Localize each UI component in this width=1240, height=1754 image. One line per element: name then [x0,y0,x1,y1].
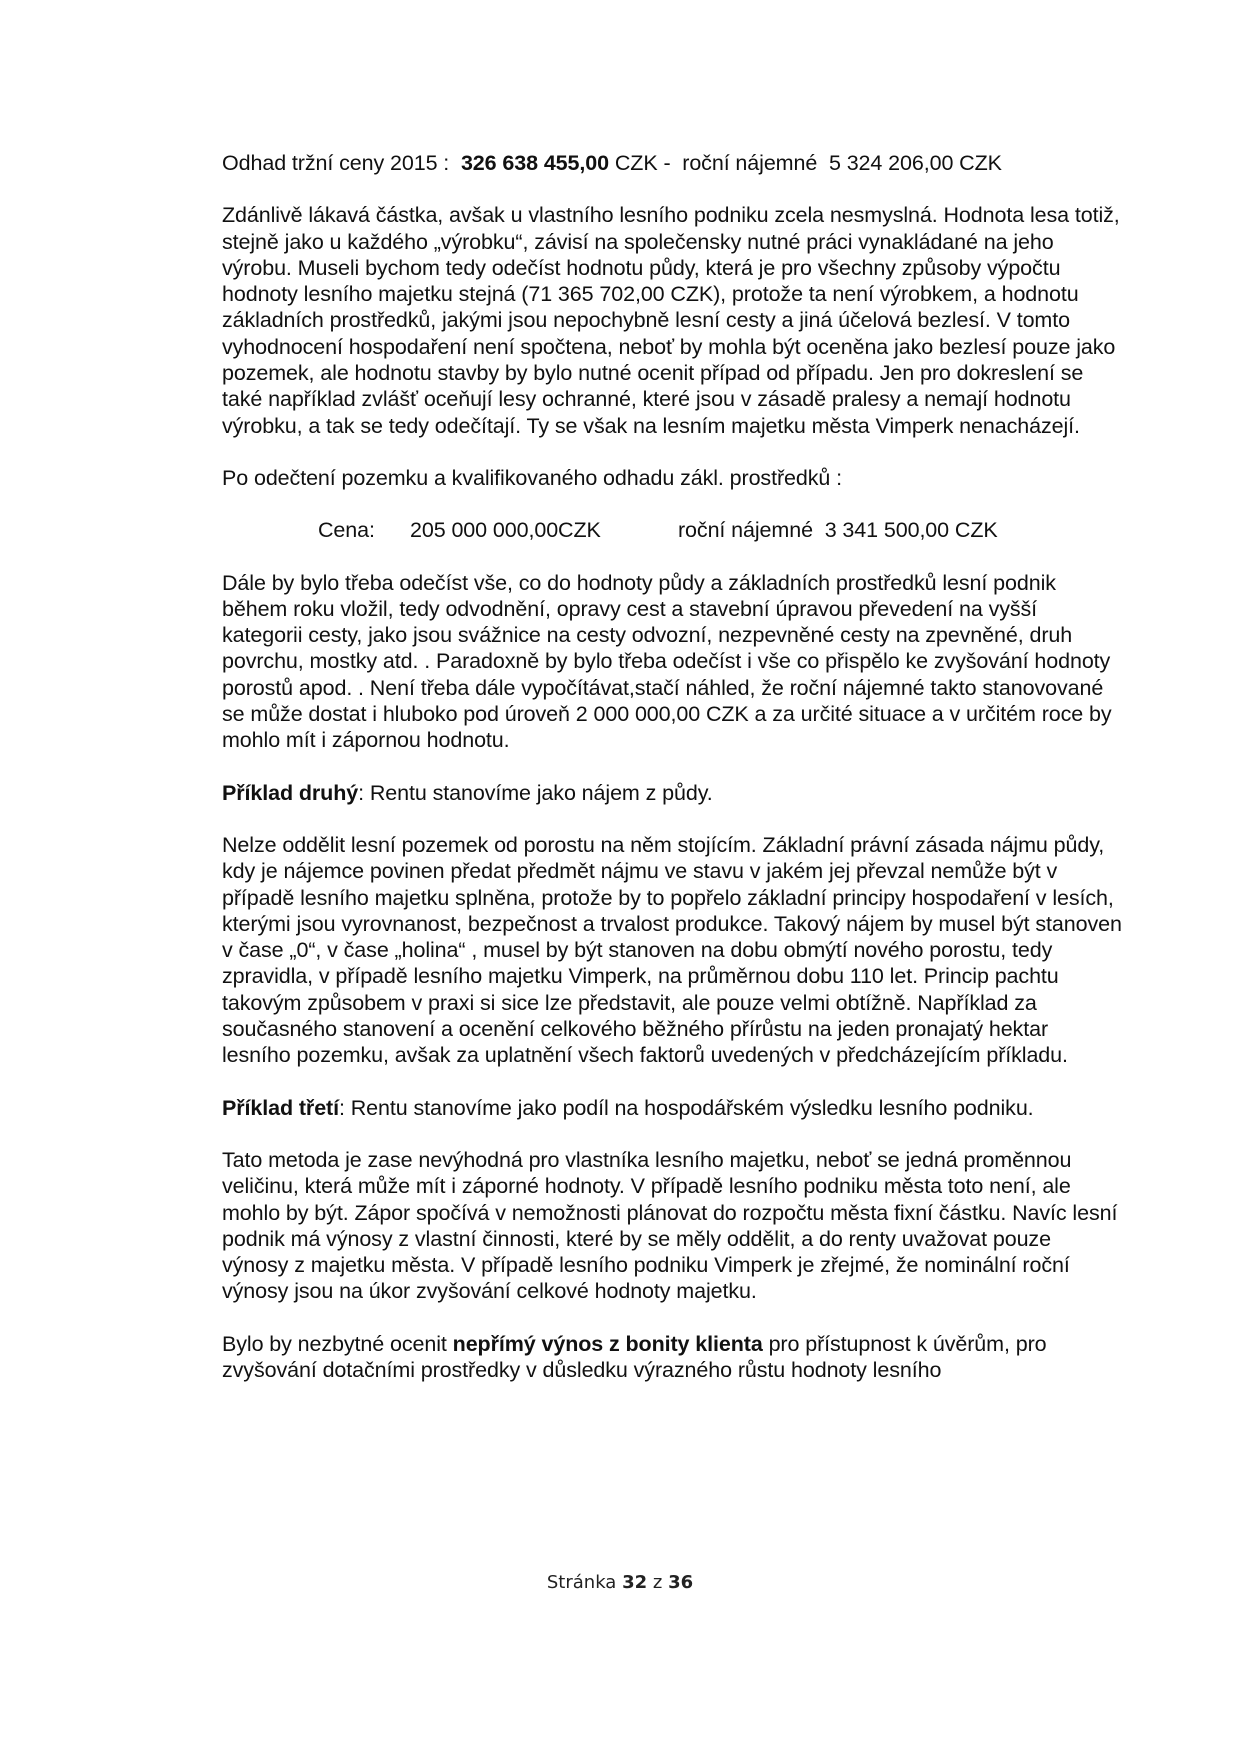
price-value: 205 000 000,00CZK [410,518,601,543]
price-label: Cena: [318,518,375,543]
estimate-rent-value: 5 324 206,00 CZK [828,151,1002,175]
example-3 [222,1095,1122,1121]
paragraph-6-after: pro přístupnost k úvěrům, pro zvyšování dotačními prostředky v důsledku výrazného růstu hodnoty lesního [222,1331,1047,1382]
estimate-value: 326 638 455,00 [460,151,609,175]
paragraph-6 [222,1331,1122,1384]
paragraph-2: Po odečtení pozemku a kvalifikovaného odhadu zákl. prostředků : [222,465,842,490]
paragraph-1: Zdánlivě lákavá částka, avšak u vlastního lesního podniku zcela nesmyslná. Hodnota lesa totiž, stejně jako u každého „výrobku“, závisí na společensky nutné práci vynakládané na jeho výrobu. Museli bychom tedy odečíst hodnotu půdy, která je pro všechny způsoby výpočtu hodnoty lesního majetku stejná (71 365 702,00 CZK), protože ta není výrobkem, a hodnotu základních prostředků, jakými jsou nepochybně lesní cesty a jiná účelová bezlesí. V tomto vyhodnocení hospodaření není spočtena, neboť by mohla být oceněna jako bezlesí pouze jako pozemek, ale hodnotu stavby by bylo nutné ocenit případ od případu. Jen pro dokreslení se také například zvlášť oceňují lesy ochranné, které jsou v zásadě pralesy a nemají hodnotu výrobku, a tak se tedy odečítají. Ty se však na lesním majetku města Vimperk nenacházejí. [222,203,1120,438]
paragraph-3: Dále by bylo třeba odečíst vše, co do hodnoty půdy a základních prostředků lesní podnik během roku vložil, tedy odvodnění, opravy cest a stavební úpravou převedení na vyšší kategorii cesty, jako jsou svážnice na cesty odvozní, nezpevněné cesty na zpevněné, druh povrchu, mostky atd. . Paradoxně by bylo třeba odečíst i vše co přispělo ke zvyšování hodnoty porostů apod. . Není třeba dále vypočítávat,stačí náhled, že roční nájemné takto stanovované se může dostat i hluboko pod úroveň 2 000 000,00 CZK a za určité situace a v určitém roce by mohlo mít i zápornou hodnotu. [222,570,1112,753]
footer-label: Stránka [546,1572,617,1593]
footer-total-pages: 36 [668,1572,694,1593]
example-2-heading: Příklad druhý [222,780,359,805]
footer-of: z [652,1572,663,1593]
estimate-label: Odhad tržní ceny 2015 : [222,151,450,175]
estimate-line [222,150,1122,176]
paragraph-4: Nelze oddělit lesní pozemek od porostu na něm stojícím. Základní právní zásada nájmu půdy, kdy je nájemce povinen předat předmět nájmu ve stavu v jakém jej převzal nemůže být v případě lesního majetku splněna, protože by to popřelo základní principy hospodaření v lesích, kterými jsou vyrovnanost, bezpečnost a trvalost produkce. Takový nájem by musel být stanoven v čase „0“, v čase „holina“ , musel by být stanoven na dobu obmýtí nového porostu, tedy zpravidla, v případě lesního majetku Vimperk, na průměrnou dobu 110 let. Princip pachtu takovým způsobem v praxi si sice lze představit, ale pouze velmi obtížně. Například za současného stanovení a ocenění celkového běžného přírůstu na jeden pronajatý hektar lesního pozemku, avšak za uplatnění všech faktorů uvedených v předcházejícím příkladu. [222,832,1122,1068]
estimate-currency: CZK - [609,151,671,175]
footer-current-page: 32 [622,1572,648,1593]
example-3-heading: Příklad třetí [222,1095,339,1120]
paragraph-5: Tato metoda je zase nevýhodná pro vlastníka lesního majetku, neboť se jedná proměnnou veličinu, která může mít i záporné hodnoty. V případě lesního podniku města toto není, ale mohlo by být. Zápor spočívá v nemožnosti plánovat do rozpočtu města fixní částku. Navíc lesní podnik má výnosy z vlastní činnosti, které by se měly oddělit, a do renty uvažovat pouze výnosy z majetku města. V případě lesního podniku Vimperk je zřejmé, že nominální roční výnosy jsou na úkor zvyšování celkové hodnoty majetku. [222,1147,1118,1304]
example-3-text: : Rentu stanovíme jako podíl na hospodářském výsledku lesního podniku. [339,1095,1034,1120]
paragraph-6-before: Bylo by nezbytné ocenit [222,1331,453,1356]
example-2-text: : Rentu stanovíme jako nájem z půdy. [358,780,713,805]
page-body [222,150,1122,1383]
example-2 [222,780,1122,806]
estimate-rent-label: roční nájemné [682,151,818,175]
page-footer [0,1572,1240,1593]
paragraph-6-bold: nepřímý výnos z bonity klienta [452,1331,763,1356]
price-line [222,517,1122,543]
price-rent: roční nájemné 3 341 500,00 CZK [678,518,998,543]
